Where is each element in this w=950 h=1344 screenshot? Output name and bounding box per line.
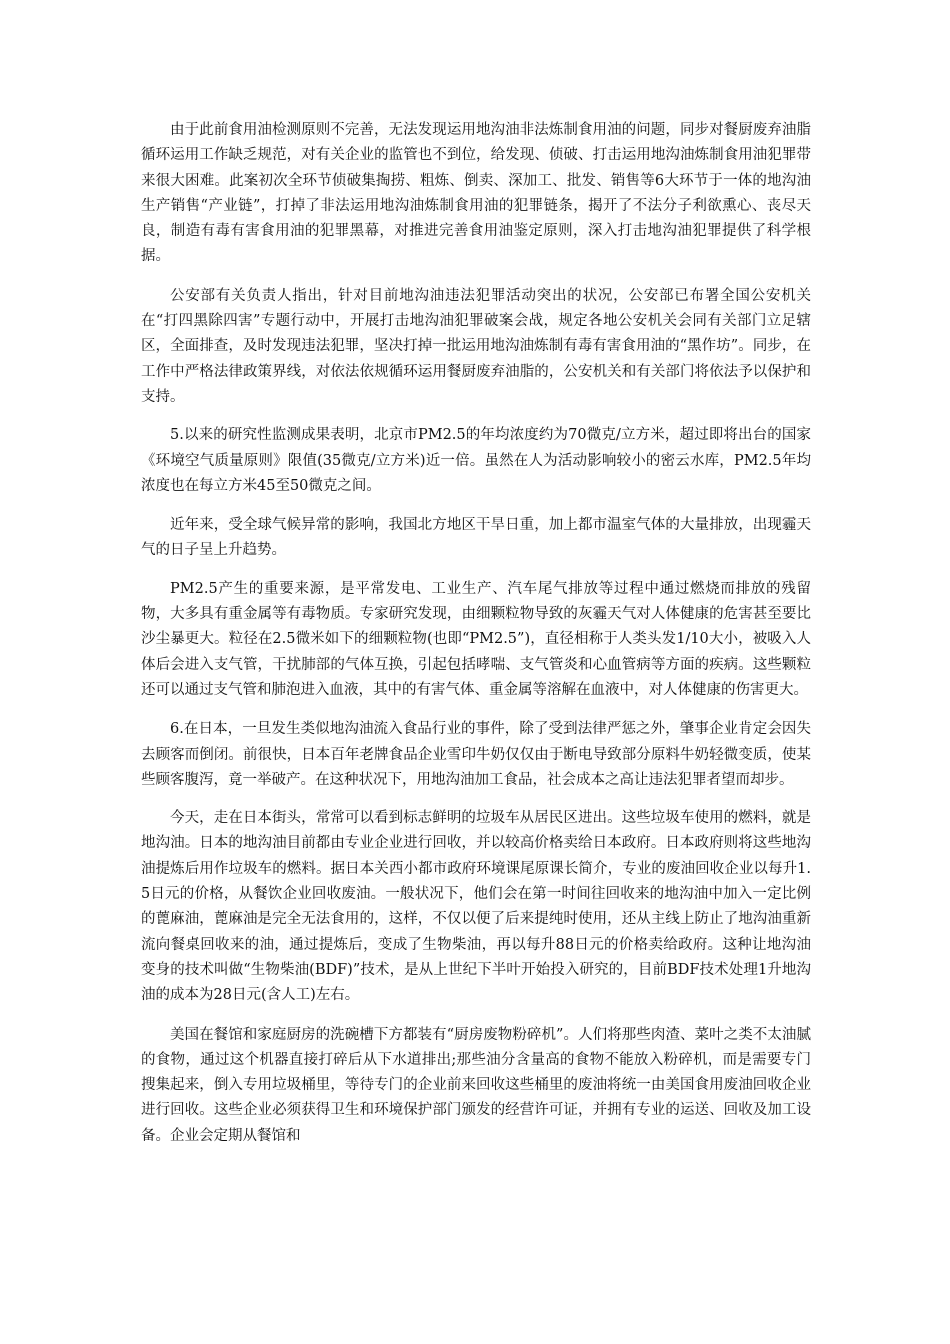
paragraph-pm25-beijing: 5.以来的研究性监测成果表明，北京市PM2.5的年均浓度约为70微克/立方米，超过即将出台的国家《环境空气质量原则》限值(35微克/立方米)近一倍。虽然在人为活动影响较小的密云水库，PM2.5年均浓度也在每立方米45至50微克之间。 — [141, 427, 811, 494]
paragraph-police-action: 公安部有关负责人指出，针对目前地沟油违法犯罪活动突出的状况，公安部已布署全国公安机关在“打四黑除四害”专题行动中，开展打击地沟油犯罪破案会战，规定各地公安机关会同有关部门立足辖区，全面排查，及时发现违法犯罪，坚决打掉一批运用地沟油炼制有毒有害食用油的“黑作坊”。同步，在工作中严格法律政策界线，对依法依规循环运用餐厨废弃油脂的，公安机关和有关部门将依法予以保护和支持。 — [141, 287, 811, 405]
paragraph-haze-trend: 近年来，受全球气候异常的影响，我国北方地区干旱日重，加上都市温室气体的大量排放，出现霾天气的日子呈上升趋势。 — [141, 517, 811, 559]
paragraph-japan-recycling: 今天，走在日本街头，常常可以看到标志鲜明的垃圾车从居民区进出。这些垃圾车使用的燃料，就是地沟油。日本的地沟油目前都由专业企业进行回收，并以较高价格卖给日本政府。日本政府则将这些地沟油提炼后用作垃圾车的燃料。据日本关西小都市政府环境课尾原课长简介，专业的废油回收企业以每升1.5日元的价格，从餐饮企业回收废油。一般状况下，他们会在第一时间往回收来的地沟油中加入一定比例的蓖麻油，蓖麻油是完全无法食用的，这样，不仅以便了后来提纯时使用，还从主线上防止了地沟油重新流向餐桌回收来的油，通过提炼后，变成了生物柴油，再以每升88日元的价格卖给政府。这种让地沟油变身的技术叫做“生物柴油(BDF)”技术，是从上世纪下半叶开始投入研究的，目前BDF技术处理1升地沟油的成本为28日元(含人工)左右。 — [141, 810, 811, 1004]
paragraph-food-oil-standard: 由于此前食用油检测原则不完善，无法发现运用地沟油非法炼制食用油的问题，同步对餐厨废弃油脂循环运用工作缺乏规范，对有关企业的监管也不到位，给发现、侦破、打击运用地沟油炼制食用油犯罪带来很大困难。此案初次全环节侦破集掏捞、粗炼、倒卖、深加工、批发、销售等6大环节于一体的地沟油生产销售“产业链”，打掉了非法运用地沟油炼制食用油的犯罪链条，揭开了不法分子利欲熏心、丧尽天良，制造有毒有害食用油的犯罪黑幕，对推进完善食用油鉴定原则，深入打击地沟油犯罪提供了科学根据。 — [141, 122, 811, 265]
document-page — [141, 118, 811, 1149]
paragraph-japan-penalty: 6.在日本，一旦发生类似地沟油流入食品行业的事件，除了受到法律严惩之外，肇事企业肯定会因失去顾客而倒闭。前很快，日本百年老牌食品企业雪印牛奶仅仅由于断电导致部分原料牛奶轻微变质，使某些顾客腹泻，竟一举破产。在这种状况下，用地沟油加工食品，社会成本之高让违法犯罪者望而却步。 — [141, 721, 811, 788]
paragraph-pm25-sources: PM2.5产生的重要来源，是平常发电、工业生产、汽车尾气排放等过程中通过燃烧而排放的残留物，大多具有重金属等有毒物质。专家研究发现，由细颗粒物导致的灰霾天气对人体健康的危害甚至要比沙尘暴更大。粒径在2.5微米如下的细颗粒物(也即“PM2.5”)，直径相称于人类头发1/10大小，被吸入人体后会进入支气管，干扰肺部的气体互换，引起包括哮喘、支气管炎和心血管病等方面的疾病。这些颗粒还可以通过支气管和肺泡进入血液，其中的有害气体、重金属等溶解在血液中，对人体健康的伤害更大。 — [141, 580, 811, 698]
paragraph-usa-disposal: 美国在餐馆和家庭厨房的洗碗槽下方都装有“厨房废物粉碎机”。人们将那些肉渣、菜叶之类不太油腻的食物，通过这个机器直接打碎后从下水道排出;那些油分含量高的食物不能放入粉碎机，而是需要专门搜集起来，倒入专用垃圾桶里，等待专门的企业前来回收这些桶里的废油将统一由美国食用废油回收企业进行回收。这些企业必须获得卫生和环境保护部门颁发的经营许可证，并拥有专业的运送、回收及加工设备。企业会定期从餐馆和 — [141, 1026, 811, 1144]
